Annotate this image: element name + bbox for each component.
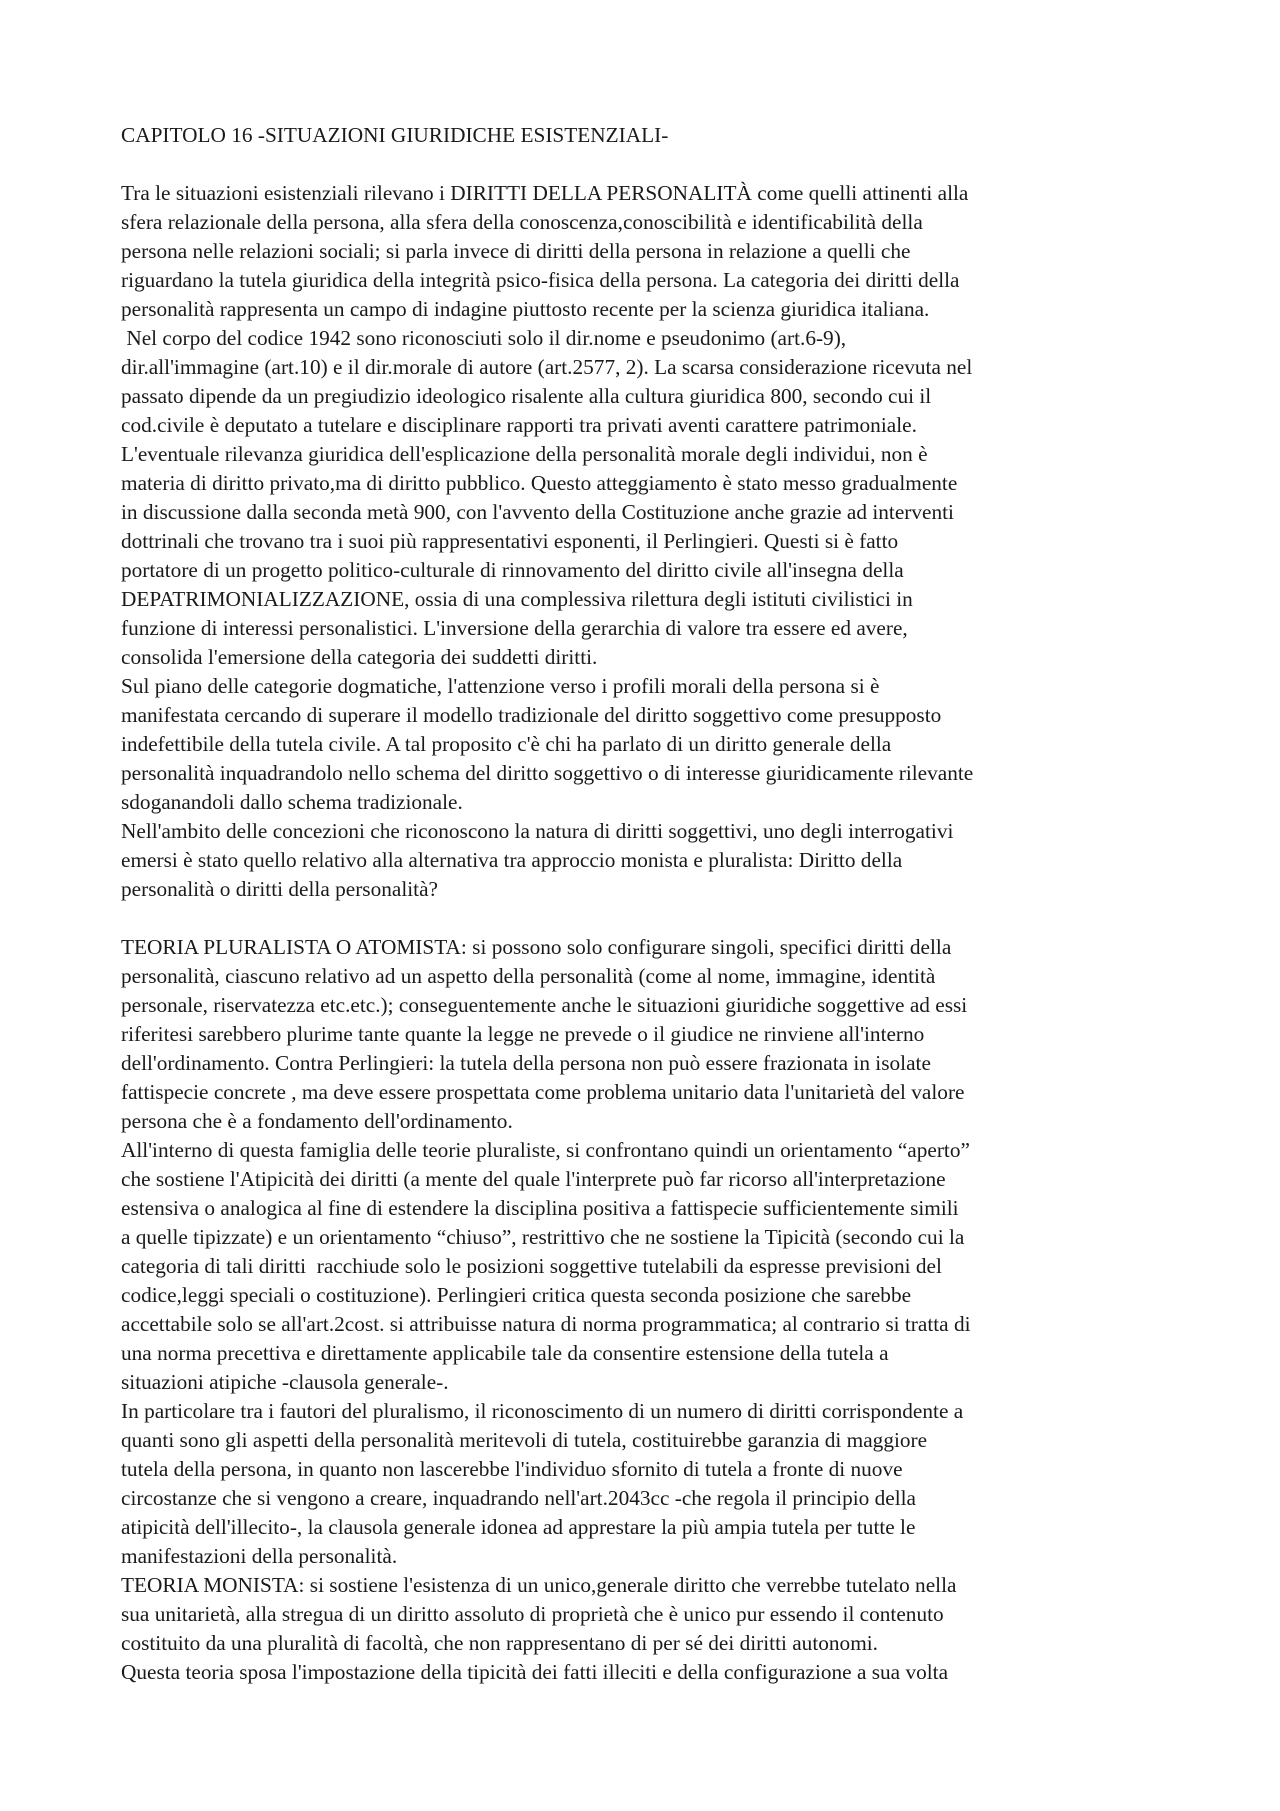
text-line: codice,leggi speciali o costituzione). Perlingieri critica questa seconda posizione che sarebbe <box>121 1283 912 1307</box>
text-line: portatore di un progetto politico-culturale di rinnovamento del diritto civile all'insegna della <box>121 558 904 582</box>
paragraph-intro <box>121 179 1161 904</box>
blank-line <box>121 150 1161 179</box>
text-line: TEORIA MONISTA: si sostiene l'esistenza di un unico,generale diritto che verrebbe tutelato nella <box>121 1573 957 1597</box>
text-line: persona nelle relazioni sociali; si parla invece di diritti della persona in relazione a quelli che <box>121 239 911 263</box>
text-line: All'interno di questa famiglia delle teorie pluraliste, si confrontano quindi un orientamento “aperto” <box>121 1138 970 1162</box>
text-line: dottrinali che trovano tra i suoi più rappresentativi esponenti, il Perlingieri. Questi si è fatto <box>121 529 899 553</box>
text-line: personalità, ciascuno relativo ad un aspetto della personalità (come al nome, immagine, identità <box>121 964 936 988</box>
text-line: sua unitarietà, alla stregua di un diritto assoluto di proprietà che è unico pur essendo il contenuto <box>121 1602 944 1626</box>
text-line: DEPATRIMONIALIZZAZIONE, ossia di una complessiva rilettura degli istituti civilistici in <box>121 587 913 611</box>
text-line: Tra le situazioni esistenziali rilevano i DIRITTI DELLA PERSONALITÀ come quelli attinenti alla <box>121 181 969 205</box>
text-line: sdoganandoli dallo schema tradizionale. <box>121 790 463 814</box>
text-line: categoria di tali diritti racchiude solo le posizioni soggettive tutelabili da espresse previsioni del <box>121 1254 942 1278</box>
text-line: sfera relazionale della persona, alla sfera della conoscenza,conoscibilità e identificabilità della <box>121 210 923 234</box>
text-line: Nell'ambito delle concezioni che riconoscono la natura di diritti soggettivi, uno degli interrogativi <box>121 819 954 843</box>
text-line: manifestazioni della personalità. <box>121 1544 398 1568</box>
text-line: riferitesi sarebbero plurime tante quante la legge ne prevede o il giudice ne rinviene all'interno <box>121 1022 925 1046</box>
text-line: TEORIA PLURALISTA O ATOMISTA: si possono solo configurare singoli, specifici diritti della <box>121 935 952 959</box>
text-line: emersi è stato quello relativo alla alternativa tra approccio monista e pluralista: Diritto della <box>121 848 903 872</box>
text-line: tutela della persona, in quanto non lascerebbe l'individuo sfornito di tutela a fronte di nuove <box>121 1457 903 1481</box>
text-line: a quelle tipizzate) e un orientamento “chiuso”, restrittivo che ne sostiene la Tipicità (secondo cui la <box>121 1225 965 1249</box>
text-line: Questa teoria sposa l'impostazione della tipicità dei fatti illeciti e della configurazione a sua volta <box>121 1660 949 1684</box>
text-line: Nel corpo del codice 1942 sono riconosciuti solo il dir.nome e pseudonimo (art.6-9), <box>121 326 847 350</box>
text-line: riguardano la tutela giuridica della integrità psico-fisica della persona. La categoria dei diritti della <box>121 268 960 292</box>
text-line: in discussione dalla seconda metà 900, con l'avvento della Costituzione anche grazie ad interventi <box>121 500 954 524</box>
text-line: cod.civile è deputato a tutelare e disciplinare rapporti tra privati aventi carattere patrimoniale. <box>121 413 917 437</box>
text-line: accettabile solo se all'art.2cost. si attribuisse natura di norma programmatica; al contrario si tratta di <box>121 1312 971 1336</box>
document-body <box>121 121 1161 1687</box>
text-line: dell'ordinamento. Contra Perlingieri: la tutela della persona non può essere frazionata in isolate <box>121 1051 931 1075</box>
text-line: persona che è a fondamento dell'ordinamento. <box>121 1109 513 1133</box>
text-line: materia di diritto privato,ma di diritto pubblico. Questo atteggiamento è stato messo gradualmente <box>121 471 958 495</box>
text-line: estensiva o analogica al fine di estendere la disciplina positiva a fattispecie sufficientemente simili <box>121 1196 959 1220</box>
text-line: che sostiene l'Atipicità dei diritti (a mente del quale l'interprete può far ricorso all'interpretazione <box>121 1167 946 1191</box>
text-line: situazioni atipiche -clausola generale-. <box>121 1370 449 1394</box>
text-line: circostanze che si vengono a creare, inquadrando nell'art.2043cc -che regola il principio della <box>121 1486 917 1510</box>
text-line: manifestata cercando di superare il modello tradizionale del diritto soggettivo come presupposto <box>121 703 942 727</box>
text-line: costituito da una pluralità di facoltà, che non rappresentano di per sé dei diritti autonomi. <box>121 1631 878 1655</box>
blank-line <box>121 904 1161 933</box>
text-line: personalità inquadrandolo nello schema del diritto soggettivo o di interesse giuridicamente rilevante <box>121 761 974 785</box>
text-line: funzione di interessi personalistici. L'inversione della gerarchia di valore tra essere ed avere, <box>121 616 908 640</box>
text-line: passato dipende da un pregiudizio ideologico risalente alla cultura giuridica 800, secondo cui il <box>121 384 932 408</box>
text-line: personalità o diritti della personalità? <box>121 877 438 901</box>
text-line: In particolare tra i fautori del pluralismo, il riconoscimento di un numero di diritti corrispondente a <box>121 1399 964 1423</box>
text-line: indefettibile della tutela civile. A tal proposito c'è chi ha parlato di un diritto generale della <box>121 732 892 756</box>
text-line: personale, riservatezza etc.etc.); conseguentemente anche le situazioni giuridiche soggettive ad essi <box>121 993 968 1017</box>
text-line: L'eventuale rilevanza giuridica dell'esplicazione della personalità morale degli individui, non è <box>121 442 928 466</box>
chapter-title: CAPITOLO 16 -SITUAZIONI GIURIDICHE ESISTENZIALI- <box>121 123 669 147</box>
text-line: una norma precettiva e direttamente applicabile tale da consentire estensione della tutela a <box>121 1341 889 1365</box>
text-line: personalità rappresenta un campo di indagine piuttosto recente per la scienza giuridica italiana. <box>121 297 930 321</box>
text-line: quanti sono gli aspetti della personalità meritevoli di tutela, costituirebbe garanzia di maggiore <box>121 1428 928 1452</box>
text-line: consolida l'emersione della categoria dei suddetti diritti. <box>121 645 598 669</box>
text-line: atipicità dell'illecito-, la clausola generale idonea ad apprestare la più ampia tutela per tutte le <box>121 1515 916 1539</box>
text-line: Sul piano delle categorie dogmatiche, l'attenzione verso i profili morali della persona si è <box>121 674 880 698</box>
paragraph-theories <box>121 933 1161 1687</box>
text-line: fattispecie concrete , ma deve essere prospettata come problema unitario data l'unitarietà del valore <box>121 1080 965 1104</box>
text-line: dir.all'immagine (art.10) e il dir.morale di autore (art.2577, 2). La scarsa considerazione ricevuta nel <box>121 355 973 379</box>
